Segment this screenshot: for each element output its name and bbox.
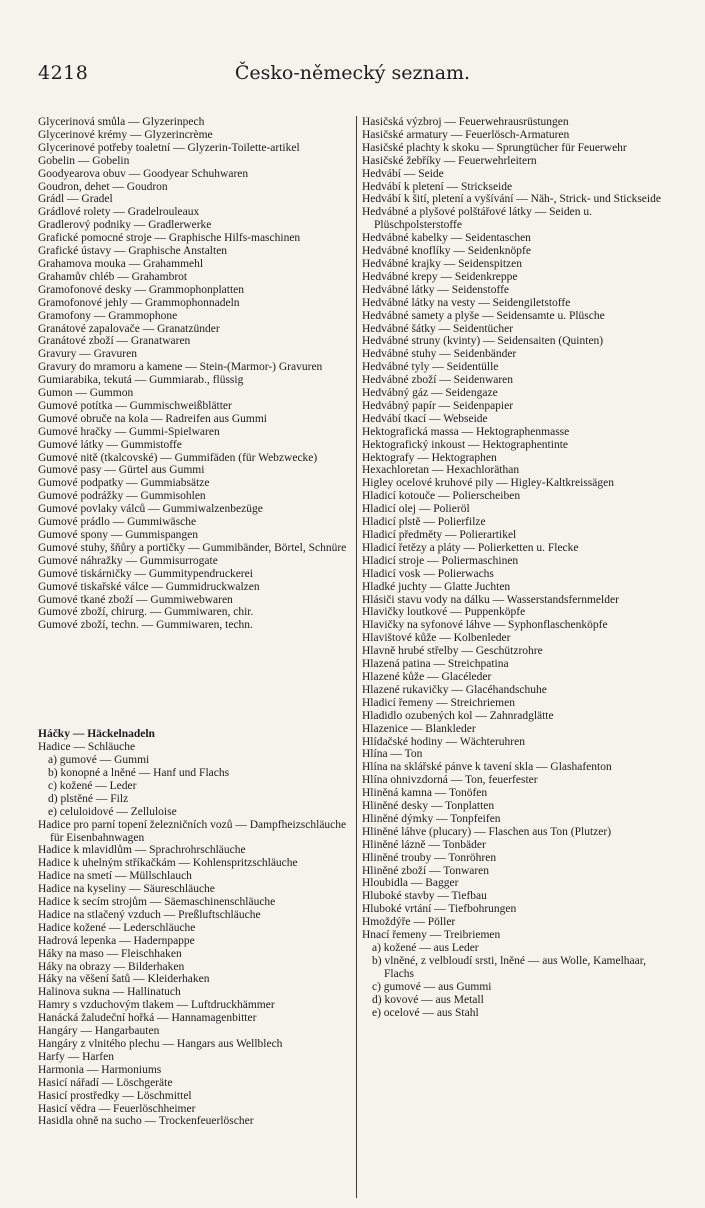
dictionary-entry: Hladicí řemeny — Streichriemen: [362, 696, 515, 709]
dictionary-entry: Hlídačské hodiny — Wächteruhren: [362, 735, 525, 748]
dictionary-entry: Hadice — Schläuche: [38, 741, 136, 754]
dictionary-entry: Hadice na smetí — Müllschlauch: [38, 870, 192, 883]
right-column: [362, 116, 675, 1019]
dictionary-entry: Hlavičky loutkové — Puppenköpfe: [362, 606, 526, 619]
left-column: [38, 116, 353, 1128]
dictionary-entry: Gumon — Gummon: [38, 387, 134, 400]
dictionary-entry: Hliněné lázně — Tonbäder: [362, 838, 486, 851]
dictionary-entry: Háčky — Häckelnadeln: [38, 728, 155, 741]
dictionary-entry: Háky na obrazy — Bilderhaken: [38, 960, 185, 973]
page-number: 4218: [38, 62, 89, 84]
dictionary-entry: Hasičské žebříky — Feuerwehrleitern: [362, 154, 537, 167]
dictionary-entry: Hedvábné krajky — Seidenspitzen: [362, 257, 522, 270]
dictionary-entry: Grádlové rolety — Gradelrouleaux: [38, 206, 200, 219]
dictionary-entry: Hlína na sklářské pánve k tavení skla — Glashafenton: [362, 761, 612, 774]
dictionary-entry: Hlásiči stavu vody na dálku — Wasserstandsfernmelder: [362, 593, 619, 606]
dictionary-entry: Gumové zboží, techn. — Gummiwaren, techn.: [38, 619, 253, 632]
dictionary-entry: Gumové podrážky — Gummisohlen: [38, 490, 206, 503]
dictionary-entry: Hasičské armatury — Feuerlösch-Armaturen: [362, 128, 570, 141]
dictionary-entry: Hedvábné zboží — Seidenwaren: [362, 374, 514, 387]
dictionary-entry: Gumové potítka — Gummischweißblätter: [38, 399, 232, 412]
dictionary-entry: Hadice k secím strojům — Säemaschinenschläuche: [38, 896, 276, 909]
dictionary-entry: Hadice k mlavidlům — Sprachrohrschläuche: [38, 844, 246, 857]
dictionary-entry: Hadice na stlačený vzduch — Preßluftschläuche: [38, 908, 261, 921]
dictionary-entry: Hlavičky na syfonové láhve — Syphonflaschenköpfe: [362, 619, 608, 632]
dictionary-entry: Hedvábí k šití, pletení a vyšívání — Näh-, Strick- und Stickseide: [362, 193, 661, 206]
dictionary-entry: Hloubidla — Bagger: [362, 877, 459, 890]
dictionary-entry: Gumové podpatky — Gummiabsätze: [38, 477, 210, 490]
dictionary-entry: Hasicí vědra — Feuerlöschheimer: [38, 1102, 196, 1115]
dictionary-entry: Gobelin — Gobelin: [38, 154, 130, 167]
dictionary-entry: Hladké juchty — Glatte Juchten: [362, 580, 511, 593]
dictionary-entry: Hladicí kotouče — Polierscheiben: [362, 490, 521, 503]
dictionary-entry: Hadice k uhelným stříkačkám — Kohlenspritzschläuche: [38, 857, 298, 870]
dictionary-entry: Hladicí olej — Polieröl: [362, 503, 470, 516]
sub-entry: d) kovové — aus Metall: [372, 993, 484, 1006]
dictionary-entry: Gumové tiskařské válce — Gummidruckwalzen: [38, 580, 260, 593]
dictionary-entry: Hladicí vosk — Polierwachs: [362, 567, 494, 580]
dictionary-entry: Hexachloretan — Hexachloräthan: [362, 464, 520, 477]
dictionary-entry: Hasičské plachty k skoku — Sprungtücher für Feuerwehr: [362, 141, 627, 154]
dictionary-entry: Glycerinová smůla — Glyzerinpech: [38, 116, 205, 128]
dictionary-entry: Hasičská výzbroj — Feuerwehrausrüstungen: [362, 116, 569, 128]
dictionary-entry: Gradlerový podniky — Gradlerwerke: [38, 219, 212, 232]
sub-entry: b) vlněné, z velbloudí srsti, lněné — aus Wolle, Kamelhaar, Flachs: [372, 954, 647, 980]
sub-entry: d) plstěné — Filz: [48, 792, 129, 805]
dictionary-entry: Hedvábné kabelky — Seidentaschen: [362, 232, 531, 245]
dictionary-entry: Gumové zboží, chirurg. — Gummiwaren, chir.: [38, 606, 254, 619]
dictionary-entry: Hladidlo ozubených kol — Zahnradglätte: [362, 709, 554, 722]
dictionary-entry: Gumové tiskárničky — Gummitypendruckerei: [38, 567, 253, 580]
dictionary-entry: Hasicí nářadí — Löschgeräte: [38, 1076, 173, 1089]
dictionary-entry: Gumové prádlo — Gummiwäsche: [38, 516, 197, 529]
sub-entry: a) gumové — Gummi: [48, 754, 150, 767]
dictionary-entry: Hluboké vrtání — Tiefbohrungen: [362, 903, 517, 916]
dictionary-entry: Hlazenice — Blankleder: [362, 722, 476, 735]
dictionary-entry: Hedvábné látky — Seidenstoffe: [362, 283, 510, 296]
dictionary-entry: Hlazené kůže — Glacéleder: [362, 670, 492, 683]
dictionary-entry: Hliněné dýmky — Tonpfeifen: [362, 812, 501, 825]
dictionary-entry: Hedvábné krepy — Seidenkreppe: [362, 270, 518, 283]
sub-entry: c) kožené — Leder: [48, 779, 137, 792]
dictionary-entry: Hedvábné tyly — Seidentülle: [362, 361, 499, 374]
dictionary-entry: Goudron, dehet — Goudron: [38, 180, 168, 193]
dictionary-entry: Hlavně hrubé střelby — Geschützrohre: [362, 645, 543, 658]
sub-entry: b) konopné a lněné — Hanf und Flachs: [48, 766, 230, 779]
dictionary-entry: Hedvábný gáz — Seidengaze: [362, 387, 498, 400]
dictionary-entry: Higley ocelové kruhové pily — Higley-Kaltkreissägen: [362, 477, 614, 490]
dictionary-entry: Hedvábí — Seide: [362, 167, 444, 180]
dictionary-entry: Hluboké stavby — Tiefbau: [362, 890, 487, 903]
dictionary-entry: Hladicí předměty — Polierartikel: [362, 529, 517, 541]
dictionary-entry: Hektografický inkoust — Hektographentinte: [362, 438, 568, 451]
dictionary-entry: Hliněné láhve (plucary) — Flaschen aus Ton (Plutzer): [362, 825, 612, 838]
section-gap: [38, 632, 353, 728]
dictionary-entry: Hadice na kyseliny — Säureschläuche: [38, 883, 215, 896]
dictionary-entry: Gumové náhražky — Gummisurrogate: [38, 554, 218, 567]
dictionary-entry: Hadice pro parní topení železničních vozů — Dampfheizschläuche für Eisenbahnwagen: [38, 818, 347, 844]
dictionary-entry: Hliněné trouby — Tonröhren: [362, 851, 497, 864]
dictionary-entry: Hlazená patina — Streichpatina: [362, 658, 509, 671]
dictionary-entry: Gramofonové jehly — Grammophonnadeln: [38, 296, 240, 309]
dictionary-entry: Hnací řemeny — Treibriemen: [362, 929, 501, 942]
dictionary-entry: Hlína — Ton: [362, 748, 423, 761]
sub-entry: e) celuloidové — Zelluloise: [48, 805, 177, 818]
dictionary-entry: Hlavištové kůže — Kolbenleder: [362, 632, 511, 645]
dictionary-entry: Gumové hračky — Gummi-Spielwaren: [38, 425, 220, 438]
dictionary-entry: Hlazené rukavičky — Glacéhandschuhe: [362, 683, 547, 696]
dictionary-entry: Gumové spony — Gummispangen: [38, 529, 199, 541]
dictionary-entry: Hmoždýře — Pöller: [362, 916, 456, 929]
dictionary-entry: Gravury do mramoru a kamene — Stein-(Marmor-) Gravuren: [38, 361, 323, 374]
dictionary-entry: Hektografy — Hektographen: [362, 451, 497, 464]
dictionary-entry: Hadice kožené — Lederschläuche: [38, 921, 196, 934]
dictionary-entry: Glycerinové krémy — Glyzerincrème: [38, 128, 213, 141]
dictionary-entry: Hanácká žaludeční hořká — Hannamagenbitter: [38, 1012, 257, 1025]
dictionary-entry: Hedvábné knoflíky — Seidenknöpfe: [362, 245, 531, 258]
dictionary-entry: Hlína ohnivzdorná — Ton, feuerfester: [362, 774, 538, 787]
dictionary-entry: Háky na věšení šatů — Kleiderhaken: [38, 973, 210, 986]
dictionary-entry: Hangáry — Hangarbauten: [38, 1025, 160, 1038]
dictionary-entry: Grádl — Gradel: [38, 193, 113, 206]
dictionary-entry: Hedvábné struny (kvinty) — Seidensaiten (Quinten): [362, 335, 604, 348]
sub-entry: a) kožené — aus Leder: [372, 942, 479, 954]
dictionary-entry: Gramofony — Grammophone: [38, 309, 178, 322]
dictionary-entry: Hedvábné a plyšové polštářové látky — Seiden u. Plüschpolsterstoffe: [362, 206, 592, 232]
dictionary-entry: Granátové zapalovače — Granatzünder: [38, 322, 220, 335]
sub-entry: c) gumové — aus Gummi: [372, 980, 492, 993]
dictionary-entry: Hladicí stroje — Poliermaschinen: [362, 554, 519, 567]
dictionary-entry: Hliněné desky — Tonplatten: [362, 800, 495, 813]
dictionary-entry: Gumiarabika, tekutá — Gummiarab., flüssig: [38, 374, 244, 387]
dictionary-entry: Grafické pomocné stroje — Graphische Hilfs-maschinen: [38, 232, 301, 245]
dictionary-entry: Glycerinové potřeby toaletní — Glyzerin-Toilette-artikel: [38, 141, 300, 154]
dictionary-entry: Grafické ústavy — Graphische Anstalten: [38, 245, 228, 258]
dictionary-entry: Hasidla ohně na sucho — Trockenfeuerlöscher: [38, 1115, 254, 1128]
dictionary-entry: Gumové látky — Gummistoffe: [38, 438, 182, 451]
dictionary-entry: Harmonia — Harmoniums: [38, 1063, 162, 1076]
dictionary-entry: Halinova sukna — Hallinatuch: [38, 986, 181, 999]
dictionary-entry: Hedvábí tkací — Webseide: [362, 412, 488, 425]
dictionary-entry: Hladicí plstě — Polierfilze: [362, 516, 486, 529]
dictionary-entry: Hedvábí k pletení — Strickseide: [362, 180, 513, 193]
dictionary-entry: Gumové pasy — Gürtel aus Gummi: [38, 464, 205, 477]
dictionary-entry: Gumové obruče na kola — Radreifen aus Gummi: [38, 412, 267, 425]
dictionary-entry: Hadrová lepenka — Hadernpappe: [38, 934, 195, 947]
sub-entry: e) ocelové — aus Stahl: [372, 1006, 479, 1019]
dictionary-entry: Hliněné zboží — Tonwaren: [362, 864, 490, 877]
dictionary-entry: Háky na maso — Fleischhaken: [38, 947, 182, 960]
dictionary-entry: Gumové tkané zboží — Gummiwebwaren: [38, 593, 233, 606]
dictionary-entry: Gumové povlaky válců — Gummiwalzenbezüge: [38, 503, 263, 516]
dictionary-entry: Gramofonové desky — Grammophonplatten: [38, 283, 244, 296]
dictionary-entry: Hedvábné samety a plyše — Seidensamte u. Plüsche: [362, 309, 605, 322]
dictionary-entry: Grahamova mouka — Grahammehl: [38, 257, 204, 270]
dictionary-entry: Gumové stuhy, šňůry a portičky — Gummibänder, Börtel, Schnüre: [38, 541, 347, 554]
dictionary-entry: Hedvábné šátky — Seidentücher: [362, 322, 514, 335]
dictionary-entry: Hasicí prostředky — Löschmittel: [38, 1089, 192, 1102]
dictionary-entry: Hamry s vzduchovým tlakem — Luftdruckhämmer: [38, 999, 275, 1012]
dictionary-entry: Granátové zboží — Granatwaren: [38, 335, 191, 348]
dictionary-entry: Hedvábné stuhy — Seidenbänder: [362, 348, 517, 361]
dictionary-entry: Hedvábný papír — Seidenpapier: [362, 399, 514, 412]
dictionary-entry: Harfy — Harfen: [38, 1050, 114, 1063]
dictionary-entry: Hladicí řetězy a pláty — Polierketten u. Flecke: [362, 541, 579, 554]
dictionary-entry: Hliněná kamna — Tonöfen: [362, 787, 488, 800]
dictionary-entry: Hangáry z vlnitého plechu — Hangars aus Wellblech: [38, 1038, 283, 1050]
dictionary-entry: Gumové nitě (tkalcovské) — Gummifäden (für Webzwecke): [38, 451, 318, 464]
dictionary-entry: Grahamův chléb — Grahambrot: [38, 270, 188, 283]
dictionary-entry: Gravury — Gravuren: [38, 348, 137, 361]
dictionary-entry: Hektografická massa — Hektographenmasse: [362, 425, 570, 438]
dictionary-entry: Hedvábné látky na vesty — Seidengiletstoffe: [362, 296, 571, 309]
column-divider: [356, 116, 357, 1198]
page-title: Česko-německý seznam.: [234, 62, 471, 84]
dictionary-entry: Goodyearova obuv — Goodyear Schuhwaren: [38, 167, 249, 180]
